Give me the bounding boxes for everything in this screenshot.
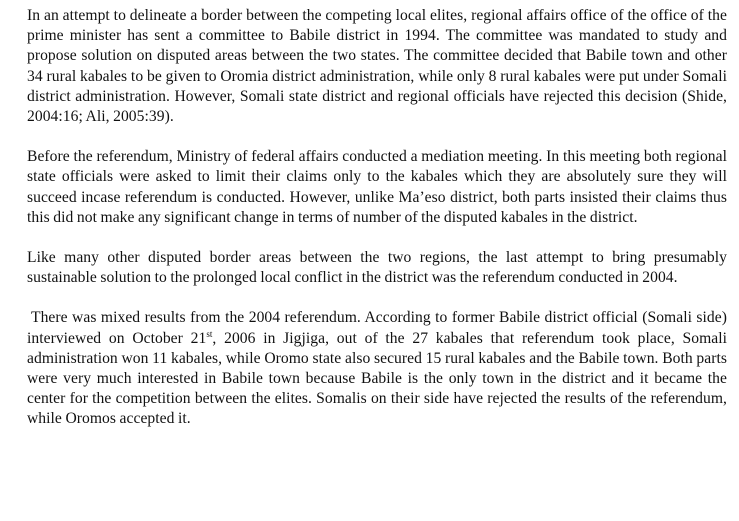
paragraph-referendum-results-text-start: There was mixed results from the 2004 referendum. According to former Babile district official (Somali side) interviewed on October 21 [27, 309, 727, 347]
document-page [27, 6, 727, 430]
paragraph-committee-1994: In an attempt to delineate a border between the competing local elites, regional affairs office of the office of the prime minister has sent a committee to Babile district in 1994. The committee was mandated to study and propose solution on disputed areas between the two states. The committee decided that Babile town and other 34 rural kabales to be given to Oromia district administration, while only 8 rural kabales were put under Somali district administration. However, Somali state district and regional officials have rejected this decision (Shide, 2004:16; Ali, 2005:39). [27, 7, 727, 126]
paragraph-referendum-results-text-end: , 2006 in Jigjiga, out of the 27 kabales that referendum took place, Somali administration won 11 kabales, while Oromo state also secured 15 rural kabales and the Babile town. Both parts were very much interested in Babile town because Babile is the only town in the district and it became the center for the competition between the elites. Somalis on their side have rejected the results of the referendum, while Oromos accepted it. [27, 329, 727, 428]
paragraph-referendum-attempt: Like many other disputed border areas between the two regions, the last attempt to bring presumably sustainable solution to the prolonged local conflict in the district was the referendum conducted in 2004. [27, 249, 727, 287]
ordinal-suffix: st [206, 328, 213, 339]
paragraph-mediation-meeting: Before the referendum, Ministry of federal affairs conducted a mediation meeting. In this meeting both regional state officials were asked to limit their claims only to the kabales which they are absolutely sure they will succeed incase referendum is conducted. However, unlike Ma’eso district, both parts insisted their claims thus this did not make any significant change in terms of number of the disputed kabales in the district. [27, 148, 727, 226]
paragraph-referendum-results [27, 308, 727, 429]
